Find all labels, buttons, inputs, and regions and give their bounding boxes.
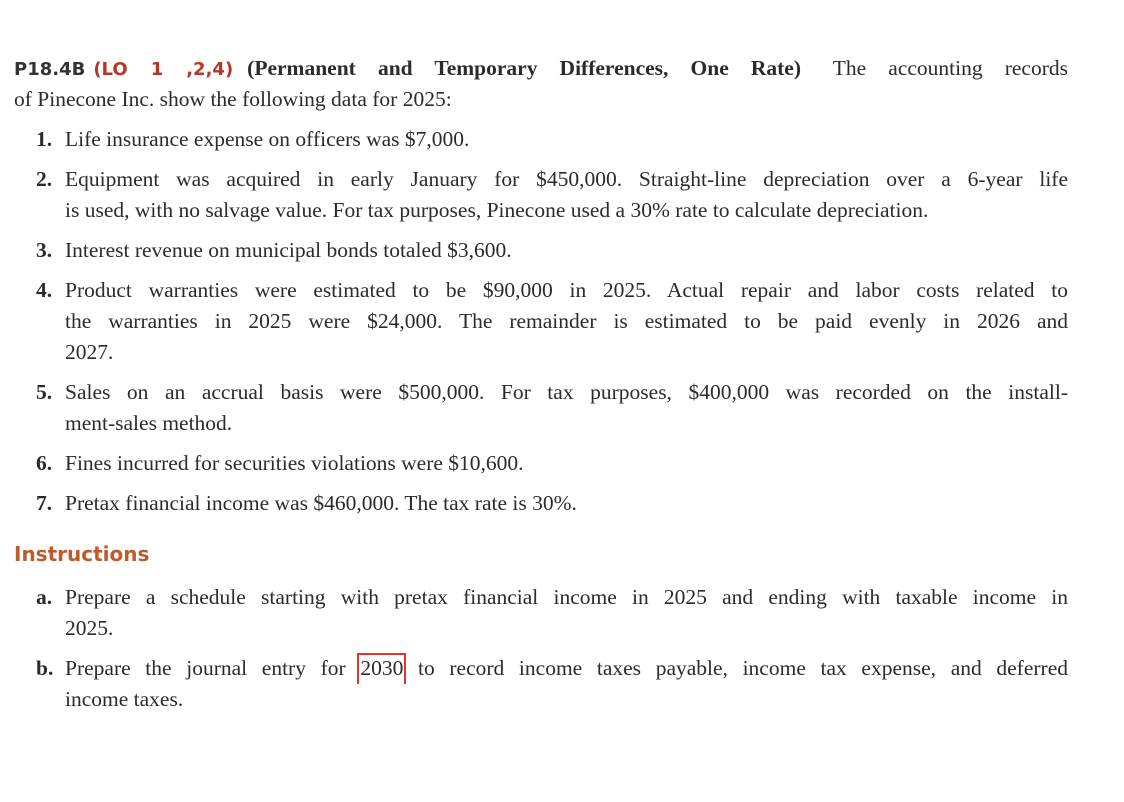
- item-number: 7.: [36, 491, 53, 515]
- instruction-label: a.: [36, 585, 53, 609]
- problem-title: (Permanent and Temporary Differences, One Rate): [247, 56, 801, 80]
- item-line: ment-sales method.: [65, 411, 233, 435]
- learning-objectives: (LO 1 ,2,4): [93, 59, 234, 80]
- intro-text: The accounting records: [832, 56, 1068, 80]
- item-line: Fines incurred for securities violations were $10,600.: [65, 451, 524, 475]
- instructions-heading: Instructions: [14, 542, 150, 566]
- list-item: [14, 275, 1068, 368]
- item-line: Pretax financial income was $460,000. The tax rate is 30%.: [65, 491, 577, 515]
- item-number: 5.: [36, 380, 53, 404]
- item-number: 6.: [36, 451, 53, 475]
- problem-header: [14, 53, 1068, 84]
- item-line: the warranties in 2025 were $24,000. The remainder is estimated to be paid evenly in 2026 and: [65, 309, 1068, 333]
- instruction-text: to record income taxes payable, income tax expense, and deferred: [418, 656, 1068, 680]
- highlighted-year: 2030: [357, 653, 406, 684]
- item-line: is used, with no salvage value. For tax purposes, Pinecone used a 30% rate to calculate depreciation.: [65, 198, 929, 222]
- instruction-a: [14, 582, 1068, 644]
- instruction-label: b.: [36, 656, 54, 680]
- instruction-b: [14, 653, 1068, 715]
- item-number: 3.: [36, 238, 53, 262]
- item-line: Product warranties were estimated to be $90,000 in 2025. Actual repair and labor costs related to: [65, 278, 1068, 302]
- list-item: [14, 124, 1068, 155]
- list-item: [14, 448, 1068, 479]
- item-number: 4.: [36, 278, 53, 302]
- instruction-line: income taxes.: [65, 687, 184, 711]
- item-line: Interest revenue on municipal bonds totaled $3,600.: [65, 238, 512, 262]
- list-item: [14, 377, 1068, 439]
- instruction-text: Prepare the journal entry for: [65, 656, 346, 680]
- list-item: [14, 235, 1068, 266]
- item-line: Sales on an accrual basis were $500,000. For tax purposes, $400,000 was recorded on the install-: [65, 380, 1068, 404]
- item-line: 2027.: [65, 340, 114, 364]
- intro-text-line2: of Pinecone Inc. show the following data for 2025:: [14, 87, 452, 111]
- problem-id: P18.4B: [14, 59, 86, 80]
- data-list: [14, 124, 1068, 519]
- item-number: 1.: [36, 127, 53, 151]
- item-line: Equipment was acquired in early January for $450,000. Straight-line depreciation over a 6-year life: [65, 167, 1068, 191]
- problem-document: [14, 53, 1068, 724]
- item-line: Life insurance expense on officers was $7,000.: [65, 127, 470, 151]
- item-number: 2.: [36, 167, 53, 191]
- instruction-line: [65, 653, 1068, 684]
- instruction-line: Prepare a schedule starting with pretax financial income in 2025 and ending with taxable income in: [65, 585, 1068, 609]
- list-item: [14, 164, 1068, 226]
- instruction-line: 2025.: [65, 616, 114, 640]
- list-item: [14, 488, 1068, 519]
